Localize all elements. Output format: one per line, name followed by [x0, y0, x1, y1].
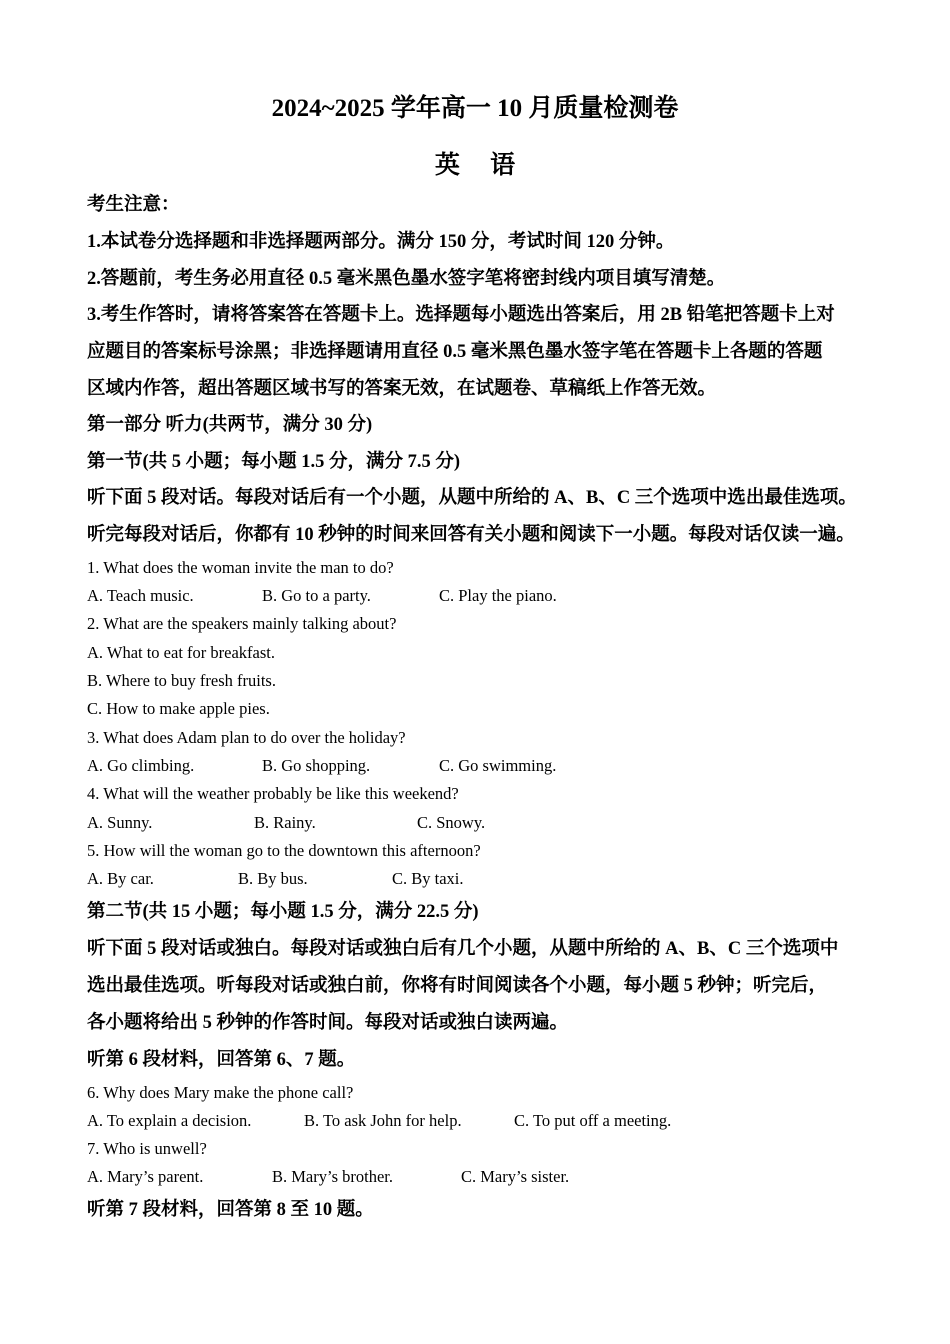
question-6: 6. Why does Mary make the phone call? [87, 1083, 354, 1102]
question-7: 7. Who is unwell? [87, 1139, 207, 1158]
notice-item-3-cont2: 区域内作答，超出答题区域书写的答案无效，在试题卷、草稿纸上作答无效。 [87, 379, 717, 399]
section2-heading: 第二节(共 15 小题；每小题 1.5 分，满分 22.5 分) [87, 902, 479, 922]
question-1-option-b: B. Go to a party. [262, 586, 371, 605]
part1-heading: 第一部分 听力(共两节，满分 30 分) [87, 415, 373, 435]
question-3: 3. What does Adam plan to do over the holiday? [87, 728, 406, 747]
notice-item-3-cont: 应题目的答案标号涂黑；非选择题请用直径 0.5 毫米黑色墨水签字笔在答题卡上各题的答题 [87, 342, 823, 362]
question-6-option-b: B. To ask John for help. [304, 1111, 462, 1130]
notice-item-2: 2.答题前，考生务必用直径 0.5 毫米黑色墨水签字笔将密封线内项目填写清楚。 [87, 269, 726, 289]
section1-instruction-1: 听下面 5 段对话。每段对话后有一个小题，从题中所给的 A、B、C 三个选项中选出最佳选项。 [87, 488, 857, 508]
question-5: 5. How will the woman go to the downtown this afternoon? [87, 841, 481, 860]
section2-instruction-2: 选出最佳选项。听每段对话或独白前，你将有时间阅读各个小题，每小题 5 秒钟；听完后， [87, 976, 828, 996]
question-2: 2. What are the speakers mainly talking about? [87, 614, 397, 633]
question-6-option-a: A. To explain a decision. [87, 1111, 252, 1130]
question-2-option-a: A. What to eat for breakfast. [87, 643, 275, 662]
section1-heading: 第一节(共 5 小题；每小题 1.5 分，满分 7.5 分) [87, 452, 461, 472]
question-1: 1. What does the woman invite the man to do? [87, 558, 394, 577]
section2-instruction-1: 听下面 5 段对话或独白。每段对话或独白后有几个小题，从题中所给的 A、B、C 三个选项中 [87, 939, 839, 959]
material-7-heading: 听第 7 段材料，回答第 8 至 10 题。 [87, 1200, 374, 1220]
question-1-option-a: A. Teach music. [87, 586, 194, 605]
subject-title: 英 语 [434, 152, 528, 179]
question-7-option-b: B. Mary’s brother. [272, 1167, 393, 1186]
question-4-option-a: A. Sunny. [87, 813, 153, 832]
question-2-option-c: C. How to make apple pies. [87, 699, 270, 718]
question-7-option-c: C. Mary’s sister. [461, 1167, 570, 1186]
question-4-option-c: C. Snowy. [417, 813, 486, 832]
question-3-option-c: C. Go swimming. [439, 756, 557, 775]
question-4-option-b: B. Rainy. [254, 813, 316, 832]
question-6-option-c: C. To put off a meeting. [514, 1111, 672, 1130]
section1-instruction-2: 听完每段对话后，你都有 10 秒钟的时间来回答有关小题和阅读下一小题。每段对话仅读一遍。 [87, 525, 855, 545]
question-4: 4. What will the weather probably be like this weekend? [87, 784, 459, 803]
exam-title: 2024~2025 学年高一 10 月质量检测卷 [271, 95, 679, 122]
question-5-option-c: C. By taxi. [392, 869, 464, 888]
question-3-option-a: A. Go climbing. [87, 756, 195, 775]
question-1-option-c: C. Play the piano. [439, 586, 557, 605]
notice-item-1: 1.本试卷分选择题和非选择题两部分。满分 150 分，考试时间 120 分钟。 [87, 232, 675, 252]
question-5-option-b: B. By bus. [238, 869, 308, 888]
question-2-option-b: B. Where to buy fresh fruits. [87, 671, 276, 690]
notice-heading: 考生注意： [87, 195, 180, 215]
notice-item-3: 3.考生作答时，请将答案答在答题卡上。选择题每小题选出答案后，用 2B 铅笔把答题卡上对 [87, 305, 835, 325]
section2-instruction-3: 各小题将给出 5 秒钟的作答时间。每段对话或独白读两遍。 [87, 1013, 569, 1033]
material-6-heading: 听第 6 段材料，回答第 6、7 题。 [87, 1050, 356, 1070]
question-5-option-a: A. By car. [87, 869, 154, 888]
question-3-option-b: B. Go shopping. [262, 756, 371, 775]
question-7-option-a: A. Mary’s parent. [87, 1167, 204, 1186]
